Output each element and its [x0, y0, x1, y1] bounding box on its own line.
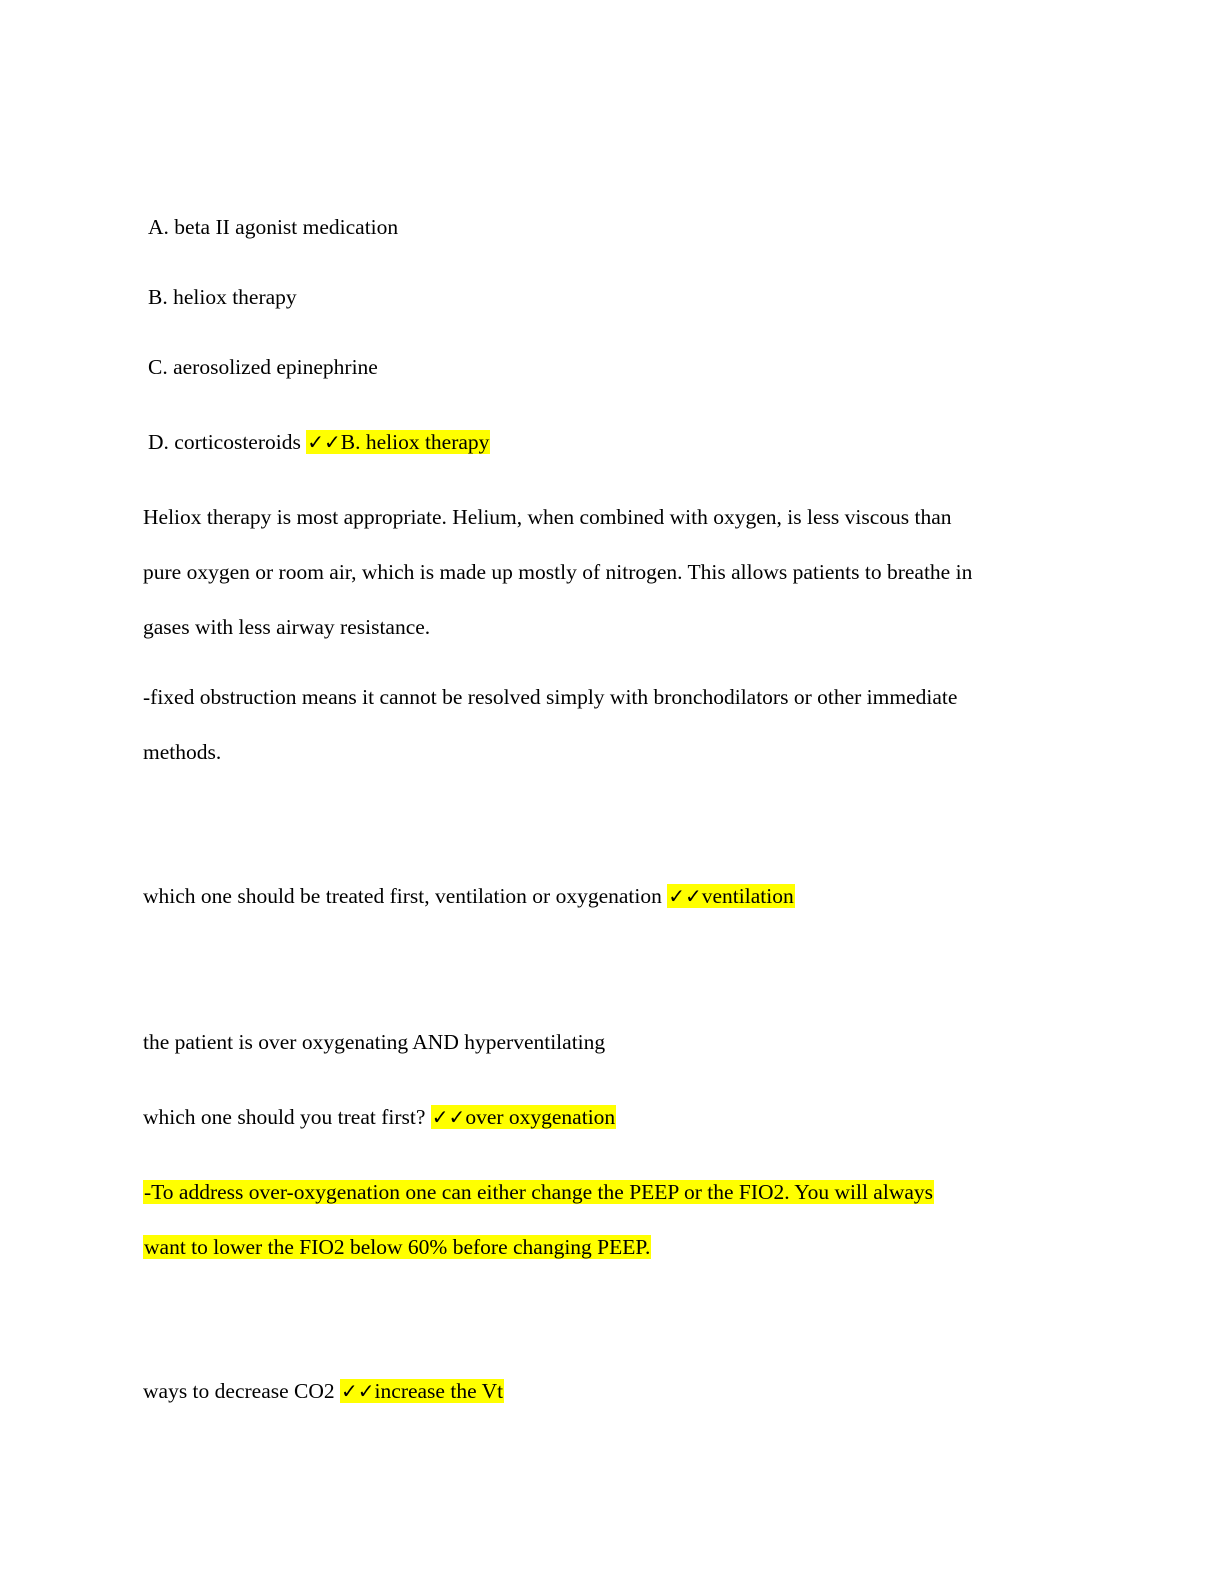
checkmark-icon: ✓✓	[668, 884, 702, 908]
question-text: which one should you treat first?	[143, 1105, 426, 1129]
highlighted-text: want to lower the FIO2 below 60% before changing PEEP.	[144, 1235, 651, 1259]
answer-text: over oxygenation	[465, 1105, 616, 1129]
highlighted-text: -To address over-oxygenation one can either change the PEEP or the FIO2. You will always	[144, 1180, 934, 1204]
question-treat-first	[143, 882, 795, 910]
option-d: D. corticosteroids	[148, 430, 301, 454]
question-decrease-co2	[143, 1377, 504, 1405]
highlighted-explanation-line	[143, 1233, 651, 1261]
checkmark-icon: ✓✓	[431, 1105, 466, 1129]
question-text: ways to decrease CO2	[143, 1379, 335, 1403]
answer-text: B. heliox therapy	[340, 430, 490, 454]
answer-highlight	[306, 430, 490, 454]
checkmark-icon: ✓✓	[307, 430, 341, 454]
question-over-oxygenating	[143, 1103, 616, 1131]
explanation-line: pure oxygen or room air, which is made up mostly of nitrogen. This allows patients to breathe in	[143, 560, 973, 584]
answer-text: increase the Vt	[374, 1379, 504, 1403]
note-line: methods.	[143, 740, 222, 764]
option-b: B. heliox therapy	[148, 285, 297, 309]
answer-highlight	[340, 1379, 504, 1403]
highlighted-explanation-line	[143, 1178, 934, 1206]
explanation-line: gases with less airway resistance.	[143, 615, 431, 639]
note-line: -fixed obstruction means it cannot be resolved simply with bronchodilators or other immediate	[143, 685, 958, 709]
answer-highlight	[431, 1105, 616, 1129]
explanation-line: Heliox therapy is most appropriate. Helium, when combined with oxygen, is less viscous than	[143, 505, 952, 529]
answer-highlight	[667, 884, 794, 908]
question-text: which one should be treated first, ventilation or oxygenation	[143, 884, 662, 908]
checkmark-icon: ✓✓	[341, 1379, 375, 1403]
question-stem: the patient is over oxygenating AND hyperventilating	[143, 1030, 606, 1054]
option-a: A. beta II agonist medication	[148, 215, 399, 239]
option-c: C. aerosolized epinephrine	[148, 355, 378, 379]
answer-text: ventilation	[701, 884, 794, 908]
option-d-line	[148, 428, 490, 456]
